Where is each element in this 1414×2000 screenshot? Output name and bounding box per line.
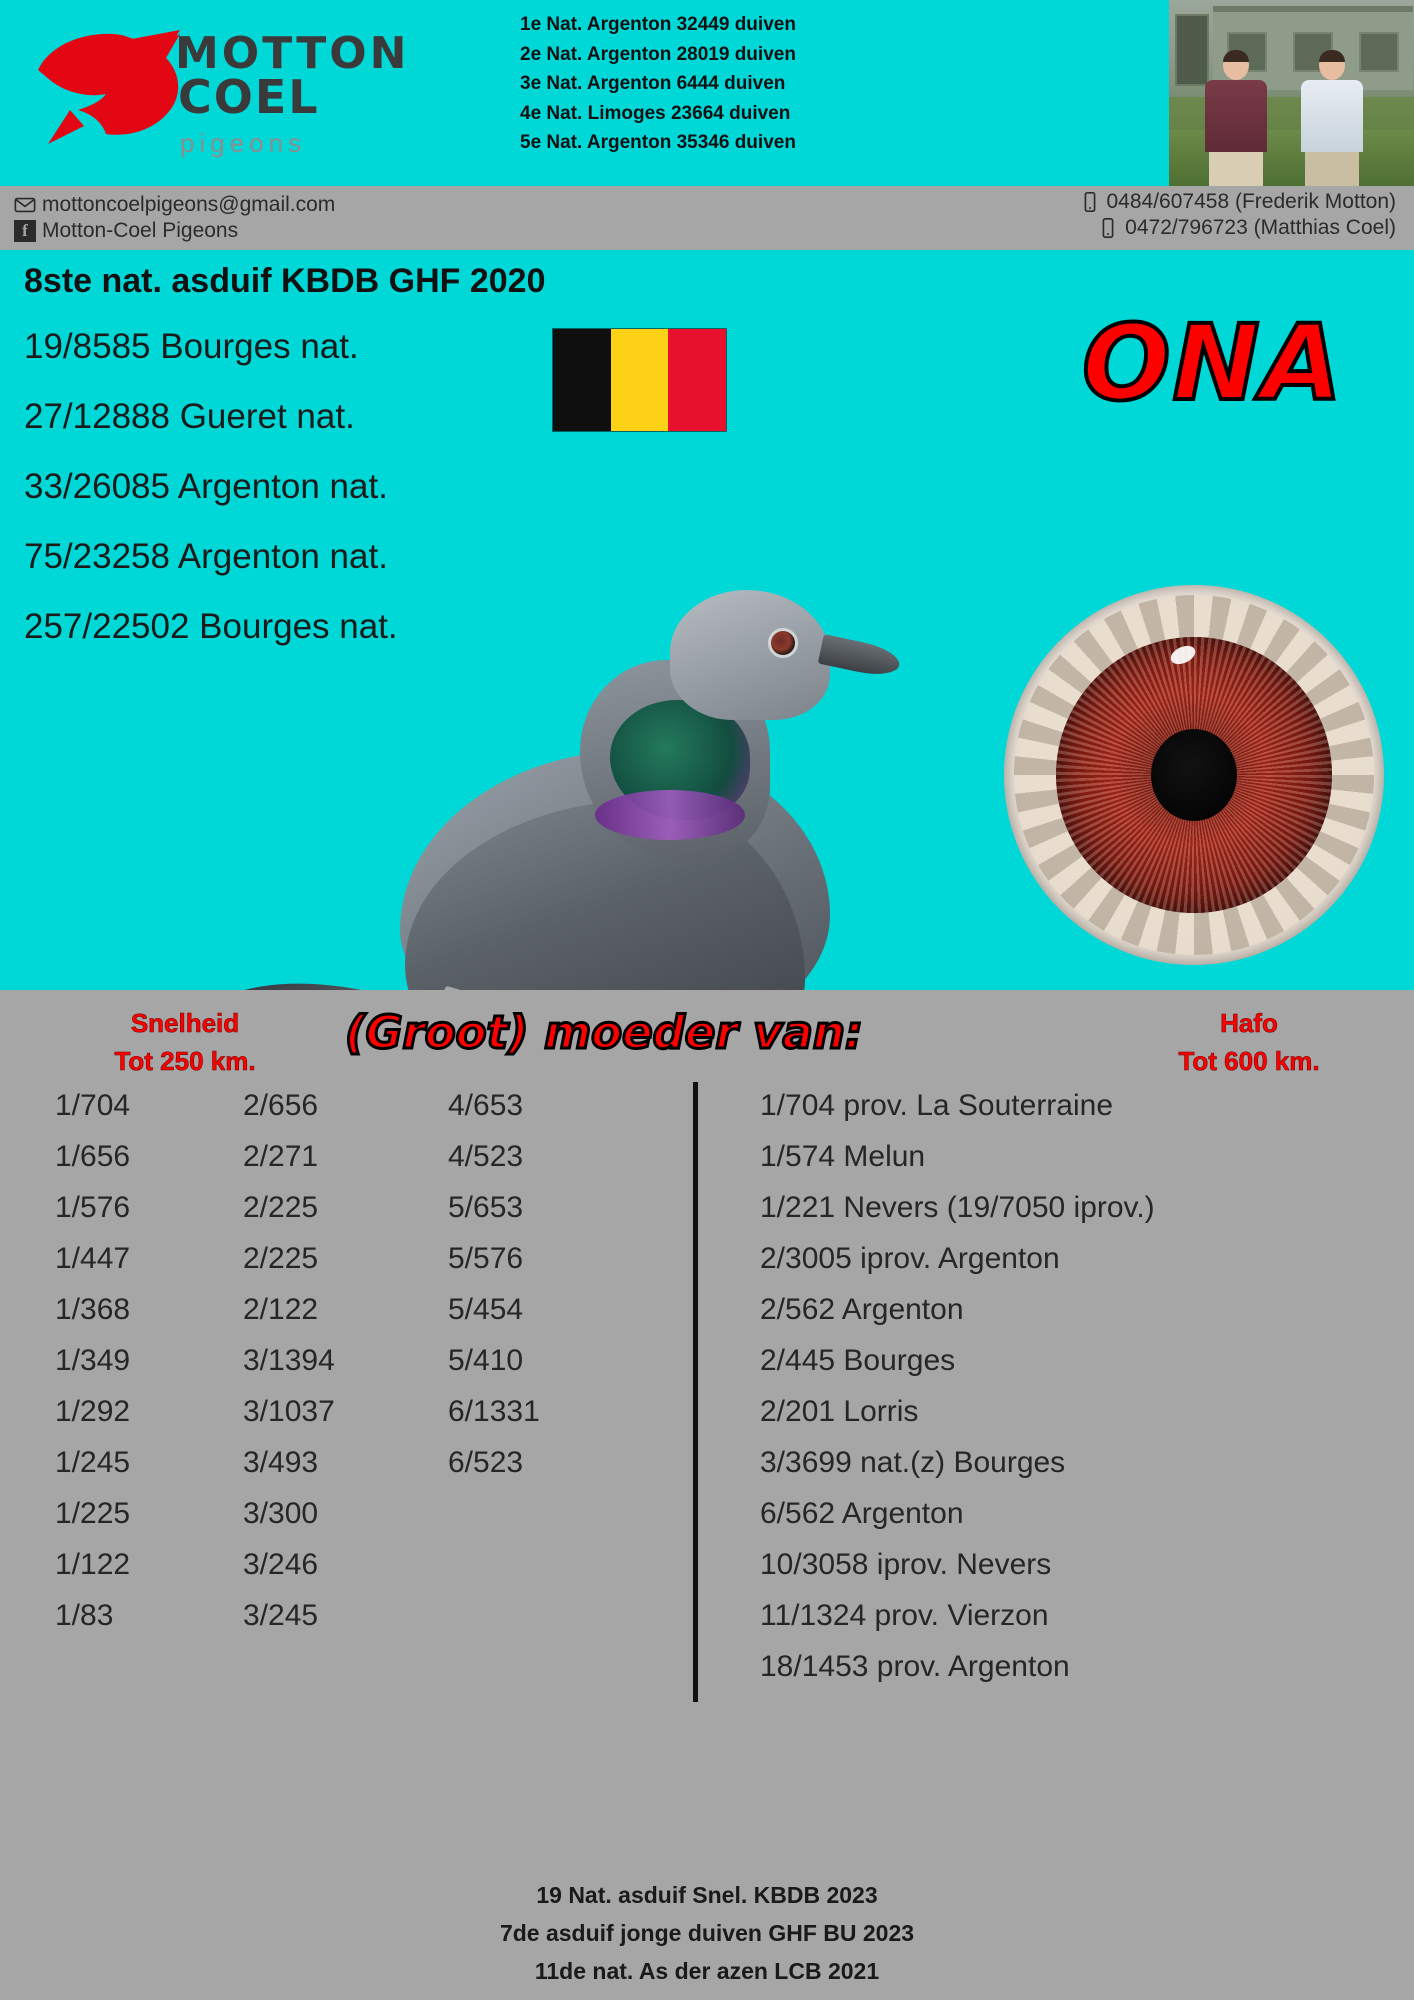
hair-shape	[1223, 50, 1249, 62]
phone-text-2: 0472/796723 (Matthias Coel)	[1125, 216, 1396, 239]
result-item: 27/12888 Gueret nat.	[24, 397, 355, 436]
status-badge: ONA	[1082, 302, 1344, 424]
phone-text-1: 0484/607458 (Frederik Motton)	[1106, 190, 1396, 213]
list-item: 1/83	[55, 1599, 114, 1632]
person-right	[1301, 50, 1363, 186]
list-item: 1/656	[55, 1140, 131, 1173]
pigeon-beak	[818, 634, 902, 680]
contact-bar	[0, 186, 1414, 250]
list-item: 1/576	[55, 1191, 131, 1224]
footer-note: 19 Nat. asduif Snel. KBDB 2023	[536, 1882, 878, 1908]
list-item: 1/221 Nevers (19/7050 iprov.)	[760, 1191, 1155, 1224]
footer-note: 11de nat. As der azen LCB 2021	[534, 1958, 880, 1984]
palmares-item: 1e Nat. Argenton 32449 duiven	[520, 14, 796, 35]
list-item: 4/523	[448, 1140, 524, 1173]
speed-column-1	[55, 1080, 130, 1641]
brand-name-line1: MOTTON	[175, 28, 410, 79]
pigeon-neck-purple	[595, 790, 745, 840]
pigeon-feature-panel	[0, 250, 1414, 990]
offspring-columns	[0, 1080, 1414, 1730]
list-item: 3/1394	[243, 1344, 335, 1377]
footer-notes	[0, 1876, 1414, 1990]
list-item: 2/122	[243, 1293, 319, 1326]
phone-row-2[interactable]	[1079, 216, 1397, 240]
list-item: 3/493	[243, 1446, 319, 1479]
list-item: 1/574 Melun	[760, 1140, 926, 1173]
list-item: 5/410	[448, 1344, 524, 1377]
list-item: 5/576	[448, 1242, 524, 1275]
phone-row-1[interactable]	[1079, 190, 1397, 214]
list-item: 5/454	[448, 1293, 524, 1326]
hafo-header: Hafo	[1220, 1008, 1278, 1038]
list-item: 3/3699 nat.(z) Bourges	[760, 1446, 1066, 1479]
list-item: 2/225	[243, 1191, 319, 1224]
list-item: 6/1331	[448, 1395, 540, 1428]
page-title: 8ste nat. asduif KBDB GHF 2020	[24, 262, 546, 300]
door-shape	[1175, 14, 1209, 86]
column-divider	[693, 1082, 698, 1702]
list-item: 1/292	[55, 1395, 131, 1428]
flag-band-black	[553, 329, 611, 431]
list-item: 6/562 Argenton	[760, 1497, 964, 1530]
result-item: 19/8585 Bourges nat.	[24, 327, 359, 366]
list-item: 3/300	[243, 1497, 319, 1530]
list-item: 3/246	[243, 1548, 319, 1581]
list-item: 1/245	[55, 1446, 131, 1479]
head-shape	[1319, 50, 1345, 80]
list-item: 3/245	[243, 1599, 319, 1632]
list-item: 1/704	[55, 1089, 131, 1122]
trousers-shape	[1305, 152, 1359, 186]
list-item: 6/523	[448, 1446, 524, 1479]
hair-shape	[1319, 50, 1345, 62]
contact-left-group	[14, 193, 335, 243]
list-item: 2/201 Lorris	[760, 1395, 919, 1428]
contact-right-group	[1079, 190, 1397, 240]
eye-pupil	[1151, 729, 1237, 821]
palmares-item: 4e Nat. Limoges 23664 duiven	[520, 102, 791, 124]
list-item: 1/704 prov. La Souterraine	[760, 1089, 1114, 1122]
list-item: 1/368	[55, 1293, 131, 1326]
shirt-shape	[1301, 80, 1363, 152]
list-item: 2/225	[243, 1242, 319, 1275]
page-header	[0, 0, 1414, 186]
list-item: 4/653	[448, 1089, 524, 1122]
offspring-headers	[0, 998, 1414, 1076]
head-shape	[1223, 50, 1249, 80]
list-item: 1/349	[55, 1344, 131, 1377]
speed-subheader: Tot 250 km.	[114, 1046, 256, 1076]
hafo-header-group	[1124, 1004, 1374, 1080]
list-item: 10/3058 iprov. Nevers	[760, 1548, 1052, 1581]
facebook-text: Motton-Coel Pigeons	[42, 219, 239, 242]
facebook-row[interactable]	[14, 219, 335, 243]
pigeon-eye	[768, 628, 798, 658]
speed-column-3	[448, 1080, 540, 1488]
email-text: mottoncoelpigeons@gmail.com	[42, 193, 336, 216]
pigeon-photo-icon	[190, 550, 970, 990]
facebook-icon: f	[14, 220, 36, 242]
list-item: 11/1324 prov. Vierzon	[760, 1599, 1049, 1632]
eye-iris	[1056, 637, 1332, 913]
envelope-icon	[14, 194, 36, 216]
hafo-subheader: Tot 600 km.	[1178, 1046, 1320, 1076]
list-item: 18/1453 prov. Argenton	[760, 1650, 1070, 1683]
person-left	[1205, 50, 1267, 186]
list-item: 2/445 Bourges	[760, 1344, 956, 1377]
pigeon-head	[670, 590, 830, 720]
belgium-flag-icon	[552, 328, 727, 432]
footer-note: 7de asduif jonge duiven GHF BU 2023	[499, 1920, 915, 1946]
list-item: 1/122	[55, 1548, 131, 1581]
trousers-shape	[1209, 152, 1263, 186]
brand-subtitle: pigeons	[180, 128, 307, 158]
phone-icon	[1079, 191, 1101, 213]
list-item: 2/562 Argenton	[760, 1293, 964, 1326]
palmares-item: 5e Nat. Argenton 35346 duiven	[520, 132, 796, 153]
list-item: 3/1037	[243, 1395, 335, 1428]
speed-column-2	[243, 1080, 335, 1641]
section-title: (Groot) moeder van:	[345, 1006, 863, 1059]
logo-dot	[150, 82, 174, 106]
hafo-column	[760, 1080, 1155, 1692]
window-shape	[1359, 32, 1399, 72]
list-item: 2/3005 iprov. Argenton	[760, 1242, 1060, 1275]
pigeon-eye-photo-icon	[1004, 585, 1384, 965]
offspring-panel	[0, 990, 1414, 2000]
list-item: 1/225	[55, 1497, 131, 1530]
list-item: 2/271	[243, 1140, 319, 1173]
palmares-list	[400, 0, 1169, 158]
palmares-item: 2e Nat. Argenton 28019 duiven	[520, 43, 796, 65]
list-item: 1/447	[55, 1242, 131, 1275]
speed-header-group	[70, 1004, 300, 1080]
brand-logo	[0, 0, 410, 186]
speed-header: Snelheid	[130, 1008, 240, 1038]
email-row[interactable]	[14, 193, 335, 217]
brand-name-line2: COEL	[178, 70, 320, 124]
shirt-shape	[1205, 80, 1267, 152]
phone-icon	[1097, 217, 1119, 239]
result-item: 33/26085 Argenton nat.	[24, 467, 388, 506]
flag-band-red	[668, 329, 726, 431]
list-item: 2/656	[243, 1089, 319, 1122]
result-item: 75/23258 Argenton nat.	[24, 537, 388, 576]
palmares-item: 3e Nat. Argenton 6444 duiven	[520, 73, 786, 94]
fanciers-photo	[1169, 0, 1414, 186]
flag-band-yellow	[611, 329, 669, 431]
list-item: 5/653	[448, 1191, 524, 1224]
result-item: 257/22502 Bourges nat.	[24, 607, 398, 646]
